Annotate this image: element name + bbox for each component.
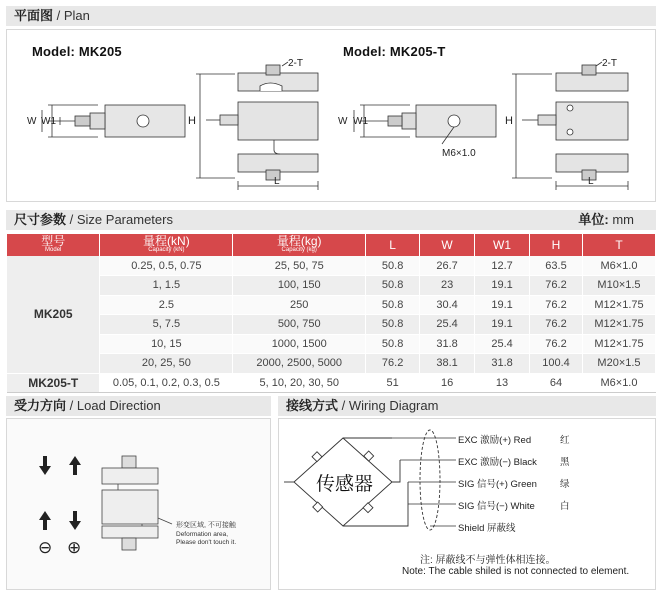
mk205t-thread-label: M6×1.0 [442, 148, 476, 159]
table-cell: 16 [420, 373, 475, 393]
table-cell: 19.1 [475, 315, 530, 335]
mk205t-w-label: W [338, 116, 348, 127]
table-cell: 100.4 [530, 354, 583, 374]
table-cell: 100, 150 [233, 276, 366, 296]
table-cell: 50.8 [366, 315, 420, 335]
header-en: Capacity (kN) [148, 247, 185, 253]
mk205t-2t-label: 2-T [602, 58, 617, 69]
table-cell: 25, 50, 75 [233, 256, 366, 276]
table-cell: 26.7 [420, 256, 475, 276]
table-row [7, 276, 656, 296]
minus-icon: ⊖ [38, 538, 53, 558]
plan-title-en: Plan [63, 8, 90, 23]
table-cell: M10×1.5 [582, 276, 655, 296]
table-cell: M6×1.0 [582, 373, 655, 393]
table-cell: 0.05, 0.1, 0.2, 0.3, 0.5 [100, 373, 233, 393]
deform-cn: 形变区域, 不可接触 [176, 522, 236, 529]
table-cell: 2000, 2500, 5000 [233, 354, 366, 374]
table-cell: 38.1 [420, 354, 475, 374]
wiring-title-cn: 接线方式 [286, 398, 339, 413]
header-cn: 量程(kN) [143, 234, 190, 248]
load-drawing [30, 440, 270, 570]
wiring-drawing [280, 420, 460, 540]
header-cn: W [441, 237, 453, 252]
wire-label: Shield 屏蔽线 [458, 523, 516, 534]
table-cell: M12×1.75 [582, 334, 655, 354]
table-cell: 31.8 [420, 334, 475, 354]
header-cell [366, 234, 420, 256]
table-cell: 23 [420, 276, 475, 296]
unit-label [578, 210, 634, 230]
table-cell: 2.5 [100, 295, 233, 315]
table-cell: 63.5 [530, 256, 583, 276]
header-cell [530, 234, 583, 256]
wire-color-cn: 绿 [560, 479, 570, 490]
table-cell: 76.2 [530, 276, 583, 296]
table-cell: 20, 25, 50 [100, 354, 233, 374]
size-title-en: Size Parameters [76, 212, 173, 227]
table-row [7, 295, 656, 315]
wiring-section-header: 接线方式 / Wiring Diagram [278, 396, 656, 416]
plan-title-cn: 平面图 [14, 8, 54, 23]
header-cell [420, 234, 475, 256]
mk205t-side-view [354, 105, 496, 144]
mk205-drawing [20, 58, 325, 198]
table-cell: 76.2 [530, 315, 583, 335]
wire-leads [392, 438, 456, 526]
mk205-front-view [196, 62, 318, 190]
header-cell [582, 234, 655, 256]
mk205t-front-view [512, 62, 628, 190]
size-table [7, 234, 656, 393]
left-model-label: Model: MK205 [32, 44, 122, 59]
table-cell: 5, 10, 20, 30, 50 [233, 373, 366, 393]
table-cell: 250 [233, 295, 366, 315]
header-cell [7, 234, 100, 256]
mk205-h-label: H [188, 115, 196, 127]
load-title-cn: 受力方向 [14, 398, 67, 413]
arrow-up-icon [39, 511, 51, 530]
wire-color-cn: 红 [560, 435, 570, 446]
arrow-down-icon [39, 456, 51, 475]
table-cell: 1, 1.5 [100, 276, 233, 296]
mk205-l-label: L [274, 176, 280, 187]
arrow-down-icon [69, 511, 81, 530]
table-cell: 30.4 [420, 295, 475, 315]
header-cn: 量程(kg) [276, 234, 322, 248]
mk205t-w1-label: W1 [353, 116, 368, 127]
wire-color-cn: 黑 [560, 457, 570, 468]
table-body [7, 256, 656, 393]
table-cell: M12×1.75 [582, 295, 655, 315]
table-cell: M12×1.75 [582, 315, 655, 335]
table-cell: 5, 7.5 [100, 315, 233, 335]
load-section-header: 受力方向 / Load Direction [6, 396, 271, 416]
table-cell: 13 [475, 373, 530, 393]
table-cell: 1000, 1500 [233, 334, 366, 354]
table-cell: 50.8 [366, 256, 420, 276]
deform-en1: Deformation area, [176, 531, 229, 538]
table-cell: 76.2 [366, 354, 420, 374]
wiring-note-en: Note: The cable shiled is not connected to element. [402, 566, 630, 577]
table-cell: 50.8 [366, 334, 420, 354]
table-row [7, 354, 656, 374]
table-cell: 64 [530, 373, 583, 393]
table-cell: 19.1 [475, 295, 530, 315]
header-cell [100, 234, 233, 256]
header-cell [475, 234, 530, 256]
mk205-w-label: W [27, 116, 37, 127]
sensor-label: 传感器 [316, 473, 374, 495]
table-row [7, 315, 656, 335]
table-cell: 50.8 [366, 276, 420, 296]
deform-en2: Please don't touch it. [176, 539, 237, 546]
table-cell: 50.8 [366, 295, 420, 315]
model-cell: MK205 [7, 256, 100, 373]
table-row [7, 373, 656, 393]
header-cn: H [551, 237, 561, 252]
unit-cn: 单位: [578, 212, 609, 227]
table-cell: 25.4 [420, 315, 475, 335]
header-en: Model [45, 247, 62, 253]
table-cell: 76.2 [530, 334, 583, 354]
header-cn: L [389, 237, 396, 252]
table-cell: 19.1 [475, 276, 530, 296]
mk205t-drawing [330, 58, 650, 198]
mk205-side-view [42, 105, 185, 137]
header-cn: 型号 [41, 234, 66, 248]
unit-en: mm [612, 212, 634, 227]
right-model-label: Model: MK205-T [343, 44, 446, 59]
model-cell: MK205-T [7, 373, 100, 393]
table-row [7, 256, 656, 276]
header-en: Capacity (kg) [281, 247, 317, 253]
mk205-w1-label: W1 [41, 116, 56, 127]
size-title-cn: 尺寸参数 [14, 212, 67, 227]
plus-icon: ⊕ [67, 538, 82, 558]
wiring-title-en: Wiring Diagram [348, 398, 439, 413]
table-cell: M20×1.5 [582, 354, 655, 374]
arrow-up-icon [69, 456, 81, 475]
table-row [7, 334, 656, 354]
table-cell: 31.8 [475, 354, 530, 374]
load-arrows [39, 456, 81, 530]
table-cell: 25.4 [475, 334, 530, 354]
table-cell: 500, 750 [233, 315, 366, 335]
table-cell: 0.25, 0.5, 0.75 [100, 256, 233, 276]
table-cell: 76.2 [530, 295, 583, 315]
table-cell: 51 [366, 373, 420, 393]
wire-color-cn: 白 [560, 501, 570, 512]
mk205t-l-label: L [588, 176, 594, 187]
table-cell: 12.7 [475, 256, 530, 276]
load-title-en: Load Direction [76, 398, 161, 413]
size-section-header: 尺寸参数 / Size Parameters 单位: mm [6, 210, 656, 230]
header-cn: W1 [493, 237, 512, 252]
wire-label: EXC 激励(+) Red [458, 435, 532, 446]
header-cn: T [615, 237, 623, 252]
header-cell [233, 234, 366, 256]
mk205t-h-label: H [505, 115, 513, 127]
wire-label: EXC 激励(−) Black [458, 457, 537, 468]
mk205-2t-label: 2-T [288, 58, 303, 69]
wiring-note-cn: 注: 屏蔽线不与弹性体相连接。 [420, 555, 556, 566]
wire-label: SIG 信号(−) White [458, 501, 535, 512]
plan-section-header: 平面图 / Plan [6, 6, 656, 26]
s-beam-drawing [102, 456, 172, 550]
table-cell: M6×1.0 [582, 256, 655, 276]
wire-label: SIG 信号(+) Green [458, 479, 537, 490]
table-cell: 10, 15 [100, 334, 233, 354]
table-header-row [7, 234, 656, 256]
